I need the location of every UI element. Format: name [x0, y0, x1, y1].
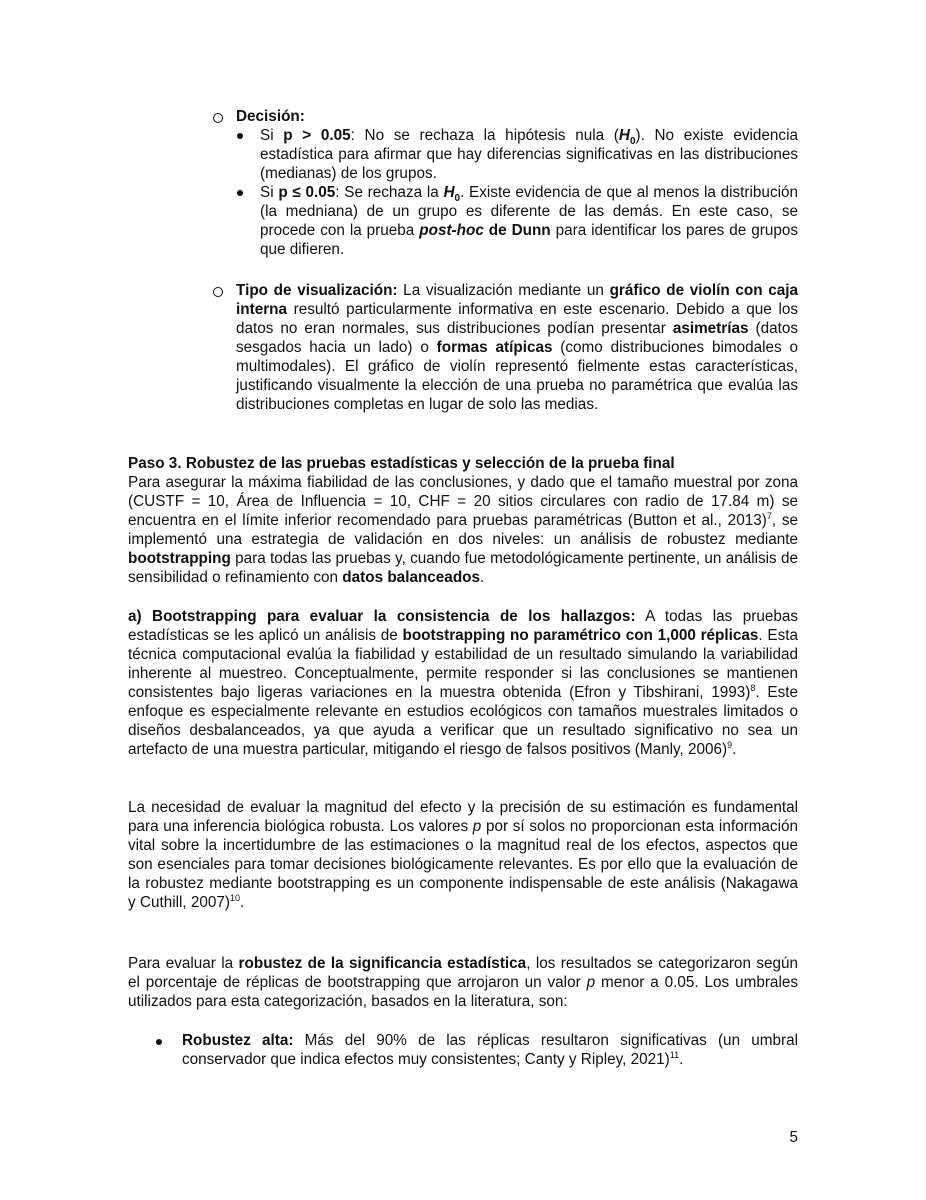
circle-bullet	[213, 287, 223, 297]
dot-bullet	[237, 133, 243, 139]
paso3-paragraph: Para asegurar la máxima fiabilidad de las conclusiones, y dado que el tamaño muestral por zona (CUSTF = 10, Área de Influencia = 10, CHF = 20 sitios circulares con radio de 17.84 m) se encuentra en el límite inferior recomendado para pruebas paramétricas (Button et al., 2013)$^7$, se implementó una estrategia de validación en dos niveles: un análisis de robustez mediante bootstrapping para todas las pruebas y, cuando fue metodológicamente pertinente, un análisis de sensibilidad o refinamiento con datos balanceados.	[128, 474, 798, 586]
dot-bullet	[156, 1039, 162, 1045]
section-heading-paso3: Paso 3. Robustez de las pruebas estadísticas y selección de la prueba final	[128, 455, 675, 472]
visualization-paragraph: Tipo de visualización: La visualización mediante un gráfico de violín con caja interna resultó particularmente informativa en este escenario. Debido a que los datos no eran normales, sus distribuciones podían presentar asimetrías (datos sesgados hacia un lado) o formas atípicas (como distribuciones bimodales o multimodales). El gráfico de violín representó fielmente estas características, justificando visualmente la elección de una prueba no paramétrica que evalúa las distribuciones completas en lugar de solo las medias.	[236, 282, 799, 413]
decision-item-2: Si p ≤ 0.05: Se rechaza la $H_0$. Existe evidencia de que al menos la distribución (la medniana) de un grupo es diferente de las demás. En este caso, se procede con la prueba post-hoc de Dunn para identificar los pares de grupos que difieren.	[260, 184, 798, 258]
thresholds-paragraph: Para evaluar la robustez de la significancia estadística, los resultados se categorizaron según el porcentaje de réplicas de bootstrapping que arrojaron un valor p menor a 0.05. Los umbrales utilizados para esta categorización, basados en la literatura, son:	[128, 955, 799, 1010]
effect-magnitude-paragraph: La necesidad de evaluar la magnitud del efecto y la precisión de su estimación es fundamental para una inferencia biológica robusta. Los valores p por sí solos no proporcionan esta información vital sobre la incertidumbre de las estimaciones o la magnitud real de los efectos, aspectos que son esenciales para tomar decisiones biológicamente relevantes. Es por ello que la evaluación de la robustez mediante bootstrapping es un componente indispensable de este análisis (Nakagawa y Cuthill, 2007)$^{10}$.	[128, 799, 798, 911]
decision-heading: Decisión:	[236, 108, 305, 125]
bootstrapping-paragraph: a) Bootstrapping para evaluar la consistencia de los hallazgos: A todas las pruebas estadísticas se les aplicó un análisis de bootstrapping no paramétrico con 1,000 réplicas. Esta técnica computacional evalúa la fiabilidad y estabilidad de un resultado simulando la variabilidad inherente al muestreo. Conceptualmente, permite responder si las conclusiones se mantienen consistentes bajo ligeras variaciones en la muestra obtenida (Efron y Tibshirani, 1993)$^8$. Este enfoque es especialmente relevante en estudios ecológicos con tamaños muestrales limitados o diseños desbalanceados, ya que ayuda a verificar que un resultado significativo no sea un artefacto de una muestra particular, mitigando el riesgo de falsos positivos (Manly, 2006)$^9$.	[128, 608, 799, 758]
page-number: 5	[789, 1129, 798, 1146]
decision-item-1: Si p > 0.05: No se rechaza la hipótesis nula $(H_0)$. No existe evidencia estadística para afirmar que hay diferencias significativas en las distribuciones (medianas) de los grupos.	[260, 127, 798, 182]
circle-bullet	[213, 113, 223, 123]
robustness-high-item: Robustez alta: Más del 90% de las réplicas resultaron significativas (un umbral conservador que indica efectos muy consistentes; Canty y Ripley, 2021)$^{11}$.	[182, 1032, 798, 1068]
dot-bullet	[237, 190, 243, 196]
